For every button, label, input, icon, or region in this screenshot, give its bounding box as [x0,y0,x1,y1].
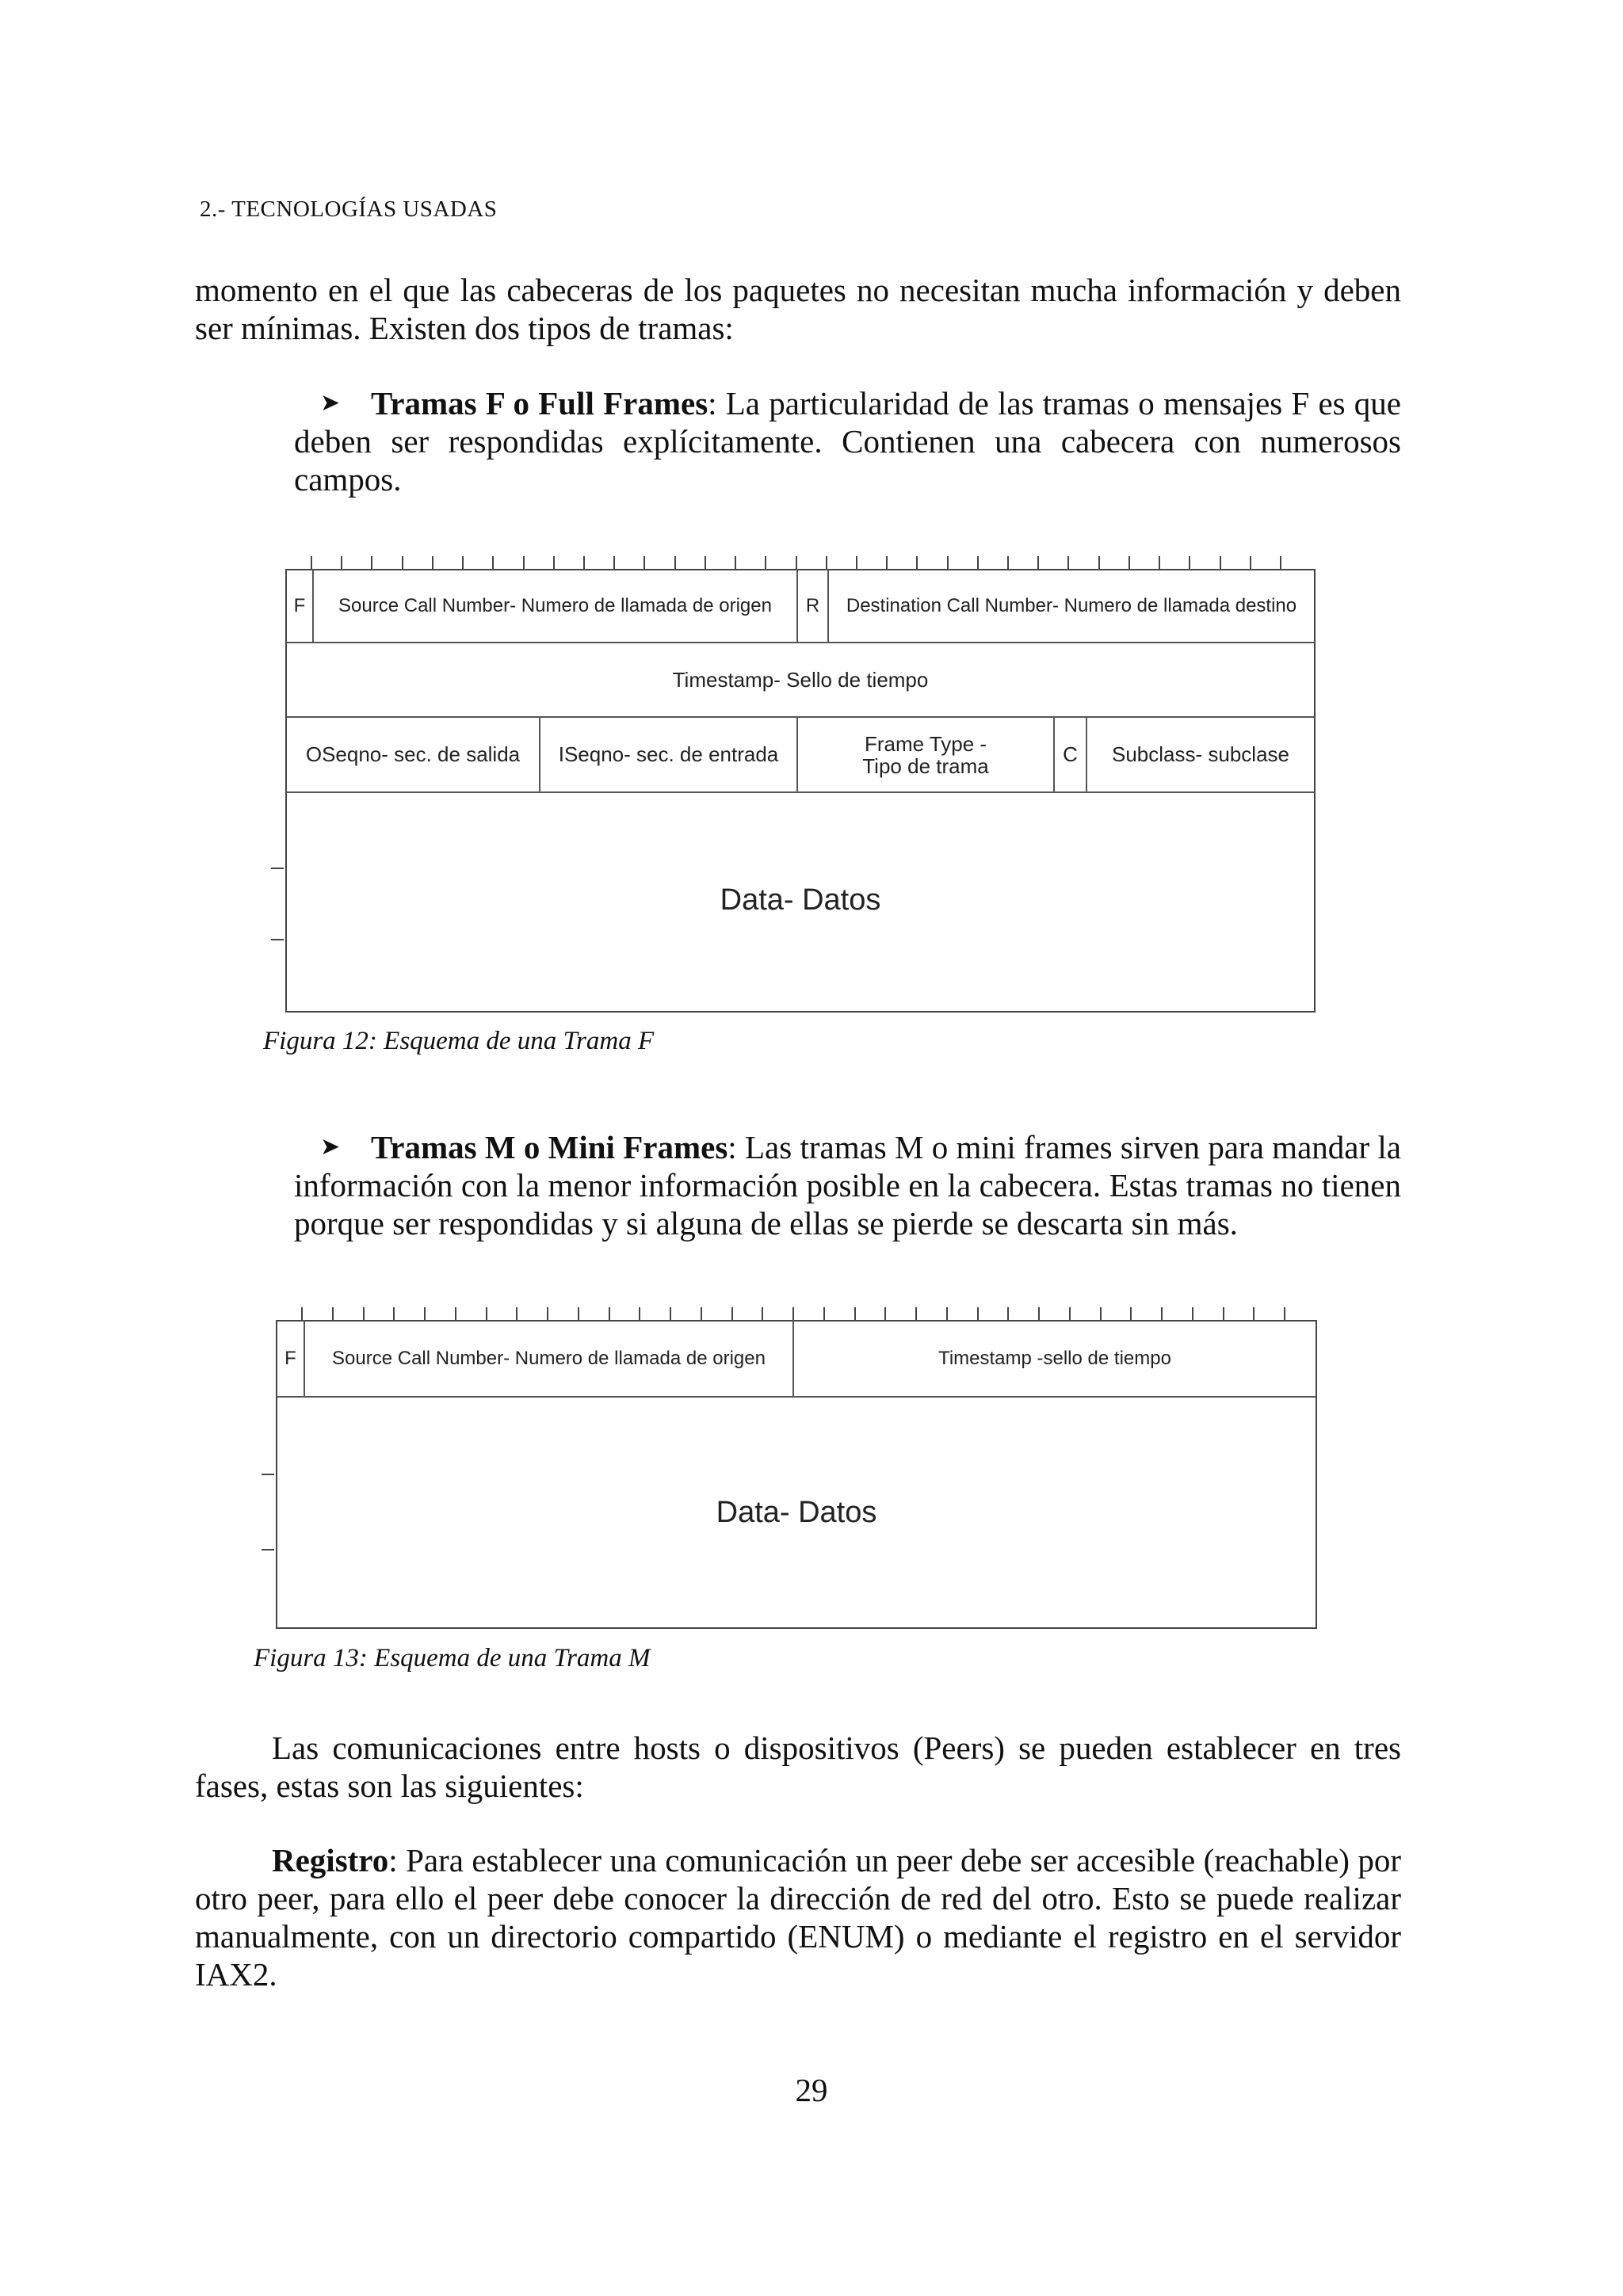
arrow-bullet-icon: ➤ [320,390,341,416]
bit-tick [639,1307,640,1320]
bit-tick [915,1307,917,1320]
bit-tick [947,556,949,569]
figure-12-caption: Figura 12: Esquema de una Trama F [263,1027,655,1055]
bit-tick [856,556,857,569]
bit-tick [823,1307,825,1320]
bit-tick [455,1307,456,1320]
field-f: F [285,1348,296,1369]
bit-tick [1130,1307,1132,1320]
bit-tick [1159,556,1160,569]
field-frame-type [798,718,1053,791]
bit-tick [765,556,766,569]
bit-tick [946,1307,948,1320]
bit-tick [363,1307,365,1320]
bit-tick [486,1307,487,1320]
registro-text: : Para establecer una comunicación un peer debe ser accesible (reachable) por otro peer, para ello el peer debe conocer la dirección de red del otro. Esto se puede realizar manualmente, con un directorio compartido (ENUM) o mediante el registro en el servidor IAX2. [195,1842,1401,1993]
bit-tick [492,556,494,569]
field-destination-call-number: Destination Call Number- Numero de llamada destino [846,595,1297,616]
bit-tick [731,1307,733,1320]
bit-tick [1284,1307,1285,1320]
bit-tick [735,556,736,569]
field-f: F [293,595,306,616]
field-c: C [1063,742,1078,766]
field-iseqno: ISeqno- sec. de entrada [558,742,779,766]
side-mark [262,1474,274,1475]
bit-tick [1220,556,1221,569]
bit-tick [547,1307,548,1320]
bullet-title: Tramas M o Mini Frames [371,1129,728,1165]
bit-tick [609,1307,610,1320]
bit-tick [826,556,827,569]
side-mark [262,1549,274,1550]
field-r: R [805,595,820,616]
bit-tick [424,1307,426,1320]
field-timestamp: Timestamp -sello de tiempo [938,1348,1171,1369]
arrow-bullet-icon: ➤ [320,1134,341,1160]
bit-tick [701,1307,702,1320]
peers-paragraph: Las comunicaciones entre hosts o dispositivos (Peers) se pueden establecer en tres fases, estas son las siguientes: [195,1730,1401,1804]
bit-tick [1250,556,1251,569]
intro-paragraph: momento en el que las cabeceras de los paquetes no necesitan mucha información y deben ser mínimas. Existen dos tipos de tramas: [195,272,1401,346]
bullet-mini-frames [195,1128,1401,1242]
registro-paragraph [195,1841,1401,1993]
bit-tick [1007,556,1009,569]
bullet-text: : Las tramas M o mini frames sirven para mandar la información con la menor información posible en la cabecera. Estas tramas no tienen porque ser respondidas y si alguna de ellas se pierde se descarta sin más. [294,1129,1401,1241]
bullet-title: Tramas F o Full Frames [371,385,708,421]
bit-tick [1280,556,1281,569]
registro-title: Registro [272,1842,389,1878]
bit-tick [1100,1307,1102,1320]
bit-tick [886,556,888,569]
bit-tick [1189,556,1190,569]
bit-tick [796,556,797,569]
bit-tick [1128,556,1130,569]
field-timestamp: Timestamp- Sello de tiempo [672,667,929,692]
bit-tick [1223,1307,1224,1320]
bit-tick [432,556,433,569]
figure-13-caption: Figura 13: Esquema de una Trama M [254,1644,651,1672]
bullet-text: : La particularidad de las tramas o mensajes F es que deben ser respondidas explícitamente. Contienen una cabecera con numerosos campos. [294,385,1402,498]
field-data: Data- Datos [716,1495,877,1529]
bit-tick [1253,1307,1254,1320]
bit-tick [371,556,372,569]
bit-tick [977,1307,979,1320]
bit-tick [977,556,979,569]
bit-tick [578,1307,579,1320]
bit-tick [762,1307,763,1320]
bullet-full-frames [195,384,1401,498]
bit-tick [553,556,555,569]
frame-type-line2: Tipo de trama [862,753,989,778]
bit-tick [516,1307,517,1320]
bit-tick [332,1307,334,1320]
field-oseqno: OSeqno- sec. de salida [305,742,521,766]
bit-tick [402,556,403,569]
bit-tick [1037,556,1039,569]
bit-tick [523,556,525,569]
bit-tick [643,556,645,569]
bit-tick [854,1307,856,1320]
bit-tick [462,556,464,569]
bit-tick [884,1307,886,1320]
bit-tick [1161,1307,1163,1320]
bit-tick [670,1307,671,1320]
field-source-call-number: Source Call Number- Numero de llamada de origen [338,595,772,616]
bit-tick [792,1307,794,1320]
running-header: 2.- TECNOLOGÍAS USADAS [200,196,498,222]
side-mark [271,868,284,869]
frame-type-line1: Frame Type - [864,731,987,756]
bit-tick [1098,556,1100,569]
side-mark [271,939,284,940]
bit-tick [674,556,676,569]
bit-tick [705,556,706,569]
bit-tick [1038,1307,1040,1320]
bit-tick [311,556,312,569]
bit-tick [583,556,585,569]
bit-tick [1192,1307,1193,1320]
bit-tick [916,556,918,569]
bit-tick [393,1307,395,1320]
bit-tick [1067,556,1069,569]
bit-tick [1069,1307,1071,1320]
bit-tick [613,556,615,569]
page-number: 29 [795,2072,828,2108]
bit-tick [1007,1307,1009,1320]
field-data: Data- Datos [720,883,881,917]
bit-tick [301,1307,303,1320]
field-source-call-number: Source Call Number- Numero de llamada de origen [332,1348,766,1369]
field-subclass: Subclass- subclase [1112,742,1289,766]
bit-tick [341,556,342,569]
